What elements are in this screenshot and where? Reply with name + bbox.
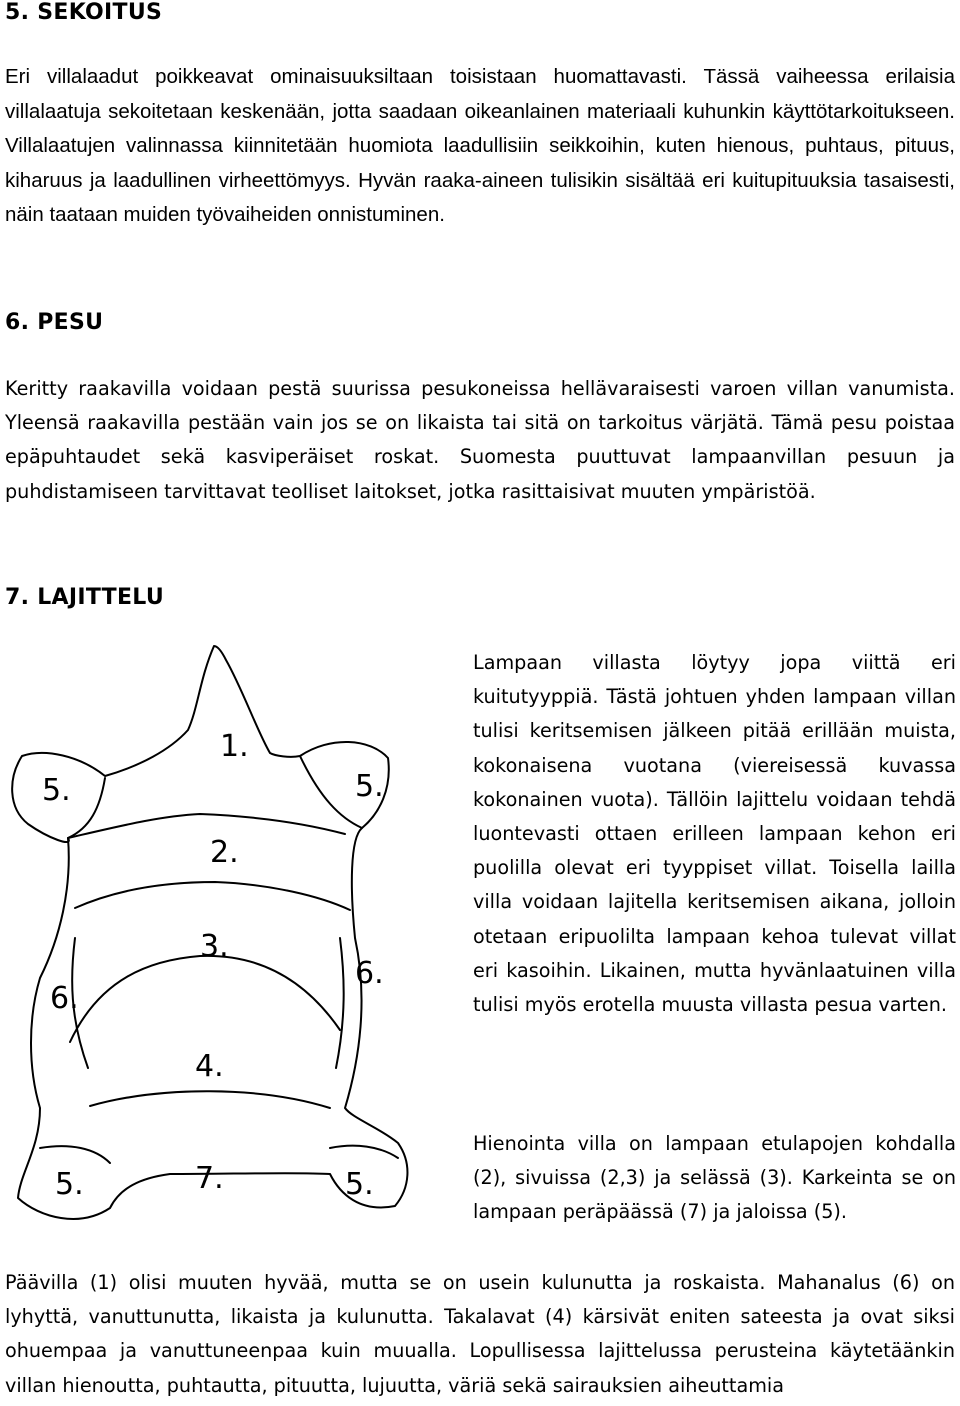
line-zone-2-3 — [75, 882, 350, 910]
label-zone-1: 1. — [220, 729, 249, 764]
label-zone-4: 4. — [195, 1049, 224, 1084]
paragraph-sekoitus: Eri villalaadut poikkeavat ominaisuuksiltaan toisistaan huomattavasti. Tässä vaiheessa erilaisia villalaatuja sekoitetaan keskenään, jotta saadaan oikeanlainen materiaali kuhunkin käyttötarkoitukseen. Villalaatujen valinnassa kiinnitetään huomiota laadullisiin seikkoihin, kuten hienous, puhtaus, pituus, kiharuus ja laadullinen virheettömyys. Hyvän raaka-aineen tulisikin sisältää eri kuitupituuksia tasaisesti, näin taataan muiden työvaiheiden onnistuminen. — [5, 65, 955, 227]
label-zone-5-back-right: 5. — [345, 1167, 374, 1202]
line-leg-left — [40, 1146, 110, 1163]
label-zone-5-front-right: 5. — [355, 769, 384, 804]
line-foreleg-left — [68, 778, 105, 838]
line-belly-right — [336, 938, 344, 1068]
line-foreleg-right — [300, 756, 362, 828]
paragraph-lajittelu-bottom: Päävilla (1) olisi muuten hyvää, mutta se on usein kulunutta ja roskaista. Mahanalus (6) on lyhyttä, vanuttunutta, likaista ja kulunutta. Takalavat (4) kärsivät eniten sateesta ja ovat siksi ohuempaa ja vanuttuneenpaa kuin muualla. Lopullisessa lajittelussa perusteina käytetäänkin villan hienoutta, puhtautta, pituutta, lujuutta, väriä sekä sairauksien aiheuttamia — [5, 1271, 955, 1397]
label-zone-6-right: 6. — [355, 956, 384, 991]
paragraph-pesu: Keritty raakavilla voidaan pestä suurissa pesukoneissa hellävaraisesti varoen villan vanumista. Yleensä raakavilla pestään vain jos se on likaista tai sitä on tarkoitus värjätä. Tämä pesu poistaa epäpuhtaudet sekä kasviperäiset roskat. Suomesta puuttuvat lampaanvillan pesuun ja puhdistamiseen tarvittavat teolliset laitokset, jotka rasittaisivat muuten ympäristöä. — [5, 377, 955, 503]
line-zone-4-7 — [90, 1091, 330, 1108]
label-zone-6-left: 6. — [50, 981, 79, 1016]
section-heading-pesu: 6. PESU — [5, 310, 104, 335]
paragraph-lajittelu-side: Lampaan villasta löytyy jopa viittä eri kuitutyyppiä. Tästä johtuen yhden lampaan villan tulisi keritsemisen jälkeen pitää erillään muista, kokonaisena vuotana (viereisessä kuvassa kokonainen vuota). Tällöin lajittelu voidaan tehdä luontevasti ottaen erilleen lampaan kehon eri puolilla olevat eri tyyppiset villat. Toisella lailla villa voidaan lajitella keritsemisen aikana, jolloin otetaan eripuolilta lampaan kehoa tulevat villat eri kasoihin. Likainen, mutta hyvänlaatuinen villa tulisi myös erotella muusta villasta pesua varten. — [473, 651, 956, 1017]
line-leg-right — [330, 1146, 398, 1158]
section-heading-lajittelu: 7. LAJITTELU — [5, 585, 164, 610]
label-zone-2: 2. — [210, 835, 239, 870]
fleece-diagram — [0, 638, 470, 1258]
label-zone-5-back-left: 5. — [55, 1167, 84, 1202]
line-zone-3-4 — [70, 956, 340, 1042]
paragraph-lajittelu-side-2: Hienointa villa on lampaan etulapojen kohdalla (2), sivuissa (2,3) ja selässä (3). Karkeinta se on lampaan peräpäässä (7) ja jaloissa (5). — [473, 1132, 956, 1224]
label-zone-5-front-left: 5. — [42, 773, 71, 808]
label-zone-7: 7. — [195, 1161, 224, 1196]
line-zone-1-2 — [68, 814, 345, 838]
section-heading-sekoitus: 5. SEKOITUS — [5, 0, 163, 25]
label-zone-3: 3. — [200, 929, 229, 964]
